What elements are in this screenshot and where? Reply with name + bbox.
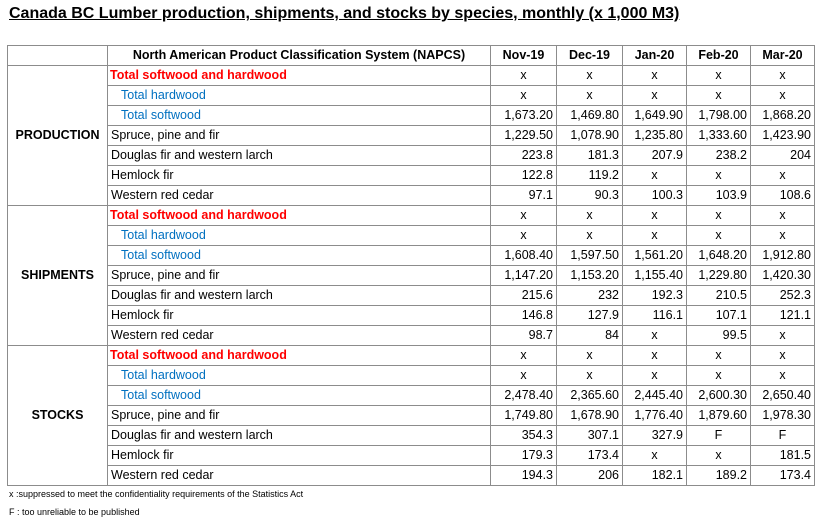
value-cell: x (623, 206, 687, 226)
value-cell: x (751, 86, 815, 106)
value-cell: x (557, 366, 623, 386)
value-cell: x (687, 226, 751, 246)
value-cell: x (751, 166, 815, 186)
value-cell: 194.3 (491, 466, 557, 486)
value-cell: 1,648.20 (687, 246, 751, 266)
table-row (8, 106, 815, 126)
value-cell: 181.3 (557, 146, 623, 166)
value-cell: 146.8 (491, 306, 557, 326)
value-cell: x (687, 86, 751, 106)
value-cell: 1,879.60 (687, 406, 751, 426)
value-cell: 1,147.20 (491, 266, 557, 286)
table-row (8, 66, 815, 86)
value-cell: x (623, 326, 687, 346)
value-cell: 1,749.80 (491, 406, 557, 426)
row-label: Spruce, pine and fir (108, 406, 491, 426)
table-row (8, 366, 815, 386)
header-month: Feb-20 (687, 46, 751, 66)
table-row (8, 346, 815, 366)
section-label: PRODUCTION (8, 66, 108, 206)
value-cell: x (557, 346, 623, 366)
table-row (8, 226, 815, 246)
value-cell: x (557, 66, 623, 86)
value-cell: 1,608.40 (491, 246, 557, 266)
value-cell: x (623, 166, 687, 186)
lumber-table (7, 45, 815, 486)
value-cell: 1,798.00 (687, 106, 751, 126)
row-label: Spruce, pine and fir (108, 266, 491, 286)
table-row (8, 266, 815, 286)
value-cell: x (751, 206, 815, 226)
value-cell: x (687, 366, 751, 386)
table-row (8, 426, 815, 446)
row-label: Total hardwood (108, 226, 491, 246)
value-cell: x (557, 206, 623, 226)
table-row (8, 446, 815, 466)
value-cell: x (623, 66, 687, 86)
value-cell: 307.1 (557, 426, 623, 446)
value-cell: 1,333.60 (687, 126, 751, 146)
header-month: Mar-20 (751, 46, 815, 66)
table-body (8, 46, 815, 486)
value-cell: 192.3 (623, 286, 687, 306)
value-cell: 2,650.40 (751, 386, 815, 406)
value-cell: x (623, 366, 687, 386)
value-cell: 189.2 (687, 466, 751, 486)
value-cell: 182.1 (623, 466, 687, 486)
value-cell: 206 (557, 466, 623, 486)
value-cell: x (751, 366, 815, 386)
row-label: Total softwood (108, 386, 491, 406)
value-cell: 1,155.40 (623, 266, 687, 286)
table-row (8, 86, 815, 106)
row-label: Western red cedar (108, 186, 491, 206)
value-cell: 173.4 (751, 466, 815, 486)
value-cell: 1,423.90 (751, 126, 815, 146)
table-row (8, 386, 815, 406)
table-row (8, 306, 815, 326)
value-cell: 2,365.60 (557, 386, 623, 406)
value-cell: 2,600.30 (687, 386, 751, 406)
value-cell: x (491, 206, 557, 226)
value-cell: 1,235.80 (623, 126, 687, 146)
value-cell: x (751, 326, 815, 346)
row-label: Douglas fir and western larch (108, 146, 491, 166)
value-cell: x (491, 346, 557, 366)
value-cell: x (557, 226, 623, 246)
value-cell: 1,229.80 (687, 266, 751, 286)
value-cell: x (623, 226, 687, 246)
value-cell: 1,649.90 (623, 106, 687, 126)
value-cell: 252.3 (751, 286, 815, 306)
value-cell: 1,153.20 (557, 266, 623, 286)
value-cell: x (623, 86, 687, 106)
row-label: Total softwood and hardwood (108, 66, 491, 86)
value-cell: x (491, 226, 557, 246)
value-cell: 1,561.20 (623, 246, 687, 266)
value-cell: x (491, 366, 557, 386)
value-cell: 207.9 (623, 146, 687, 166)
value-cell: 1,597.50 (557, 246, 623, 266)
value-cell: x (751, 66, 815, 86)
table-row (8, 246, 815, 266)
footnote-unreliable: F : too unreliable to be published (9, 507, 140, 517)
value-cell: 204 (751, 146, 815, 166)
value-cell: 1,776.40 (623, 406, 687, 426)
header-month: Jan-20 (623, 46, 687, 66)
value-cell: 107.1 (687, 306, 751, 326)
value-cell: 98.7 (491, 326, 557, 346)
value-cell: x (557, 86, 623, 106)
row-label: Total softwood (108, 246, 491, 266)
value-cell: x (751, 226, 815, 246)
value-cell: x (491, 66, 557, 86)
value-cell: 1,868.20 (751, 106, 815, 126)
row-label: Total hardwood (108, 366, 491, 386)
header-month: Nov-19 (491, 46, 557, 66)
footnote-suppressed: x :suppressed to meet the confidentiality requirements of the Statistics Act (9, 489, 304, 499)
value-cell: x (687, 66, 751, 86)
value-cell: 2,445.40 (623, 386, 687, 406)
value-cell: 122.8 (491, 166, 557, 186)
value-cell: x (687, 346, 751, 366)
value-cell: 354.3 (491, 426, 557, 446)
row-label: Western red cedar (108, 466, 491, 486)
header-blank-cell (8, 46, 108, 66)
value-cell: x (623, 446, 687, 466)
value-cell: 84 (557, 326, 623, 346)
value-cell: 223.8 (491, 146, 557, 166)
row-label: Total hardwood (108, 86, 491, 106)
value-cell: F (751, 426, 815, 446)
value-cell: 1,420.30 (751, 266, 815, 286)
value-cell: 100.3 (623, 186, 687, 206)
header-row (8, 46, 815, 66)
value-cell: 215.6 (491, 286, 557, 306)
table-row (8, 286, 815, 306)
value-cell: 99.5 (687, 326, 751, 346)
header-month: Dec-19 (557, 46, 623, 66)
value-cell: 127.9 (557, 306, 623, 326)
table-row (8, 166, 815, 186)
value-cell: 327.9 (623, 426, 687, 446)
value-cell: 1,078.90 (557, 126, 623, 146)
row-label: Spruce, pine and fir (108, 126, 491, 146)
table-row (8, 466, 815, 486)
value-cell: 1,678.90 (557, 406, 623, 426)
table-row (8, 406, 815, 426)
row-label: Hemlock fir (108, 446, 491, 466)
page-title: Canada BC Lumber production, shipments, and stocks by species, monthly (x 1,000 M3) (9, 5, 680, 22)
value-cell: 1,912.80 (751, 246, 815, 266)
header-category: North American Product Classification System (NAPCS) (108, 46, 491, 66)
section-label: SHIPMENTS (8, 206, 108, 346)
row-label: Hemlock fir (108, 166, 491, 186)
table-row (8, 326, 815, 346)
value-cell: F (687, 426, 751, 446)
value-cell: x (751, 346, 815, 366)
row-label: Total softwood and hardwood (108, 206, 491, 226)
value-cell: 179.3 (491, 446, 557, 466)
table-row (8, 146, 815, 166)
value-cell: 108.6 (751, 186, 815, 206)
value-cell: 90.3 (557, 186, 623, 206)
section-label: STOCKS (8, 346, 108, 486)
row-label: Total softwood and hardwood (108, 346, 491, 366)
value-cell: 238.2 (687, 146, 751, 166)
value-cell: x (687, 206, 751, 226)
row-label: Hemlock fir (108, 306, 491, 326)
value-cell: 2,478.40 (491, 386, 557, 406)
value-cell: x (687, 166, 751, 186)
value-cell: 181.5 (751, 446, 815, 466)
value-cell: 173.4 (557, 446, 623, 466)
value-cell: 103.9 (687, 186, 751, 206)
value-cell: 116.1 (623, 306, 687, 326)
value-cell: 232 (557, 286, 623, 306)
value-cell: 1,673.20 (491, 106, 557, 126)
table-row (8, 186, 815, 206)
value-cell: 210.5 (687, 286, 751, 306)
table-row (8, 206, 815, 226)
value-cell: 119.2 (557, 166, 623, 186)
value-cell: 1,469.80 (557, 106, 623, 126)
value-cell: 121.1 (751, 306, 815, 326)
value-cell: x (623, 346, 687, 366)
table-row (8, 126, 815, 146)
value-cell: 1,978.30 (751, 406, 815, 426)
row-label: Douglas fir and western larch (108, 426, 491, 446)
row-label: Douglas fir and western larch (108, 286, 491, 306)
value-cell: x (687, 446, 751, 466)
value-cell: 1,229.50 (491, 126, 557, 146)
value-cell: 97.1 (491, 186, 557, 206)
row-label: Total softwood (108, 106, 491, 126)
row-label: Western red cedar (108, 326, 491, 346)
value-cell: x (491, 86, 557, 106)
